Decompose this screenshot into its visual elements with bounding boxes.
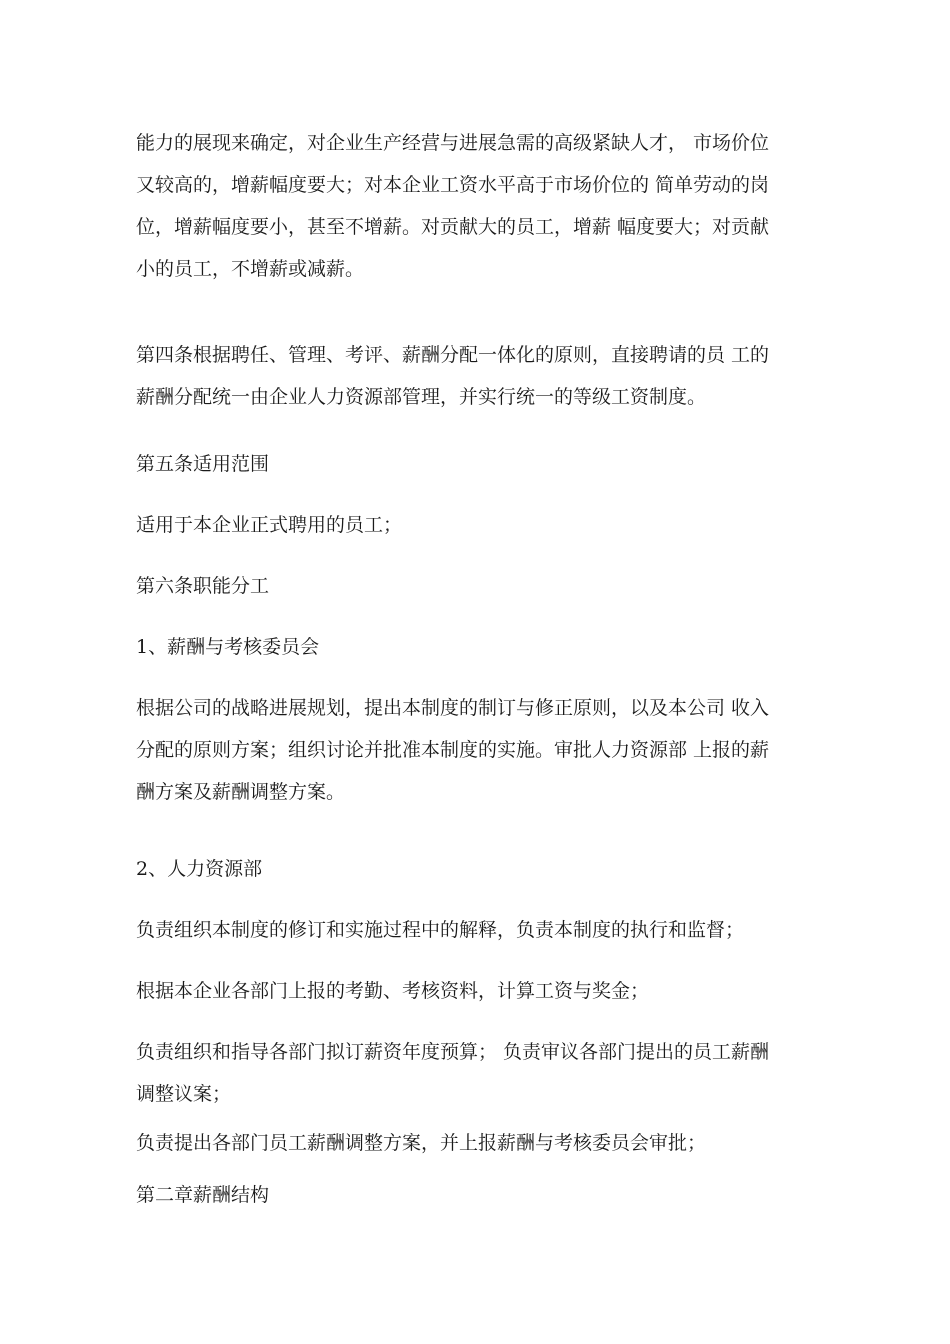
- text-line: 第五条适用范围: [136, 453, 270, 475]
- paragraph-article-4: [136, 334, 836, 418]
- text-line: 第六条职能分工: [136, 575, 270, 597]
- paragraph-scope: [136, 504, 836, 546]
- text-line: 负责组织本制度的修订和实施过程中的解释，负责本制度的执行和监督；: [136, 919, 745, 941]
- paragraph-hr-duty-1: [136, 909, 836, 951]
- heading-committee: [136, 626, 836, 668]
- text-line: 第四条根据聘任、管理、考评、薪酬分配一体化的原则，直接聘请的员 工的: [136, 344, 770, 366]
- heading-hr-department: [136, 848, 836, 890]
- text-line: 负责组织和指导各部门拟订薪资年度预算； 负责审议各部门提出的员工薪酬: [136, 1041, 770, 1063]
- text-line: 负责提出各部门员工薪酬调整方案，并上报薪酬与考核委员会审批；: [136, 1132, 707, 1154]
- paragraph-salary-increase-principle: [136, 122, 836, 290]
- text-line: 位，增薪幅度要小，甚至不增薪。对贡献大的员工，增薪 幅度要大；对贡献: [136, 216, 770, 238]
- paragraph-hr-duty-3: [136, 1031, 836, 1115]
- text-line: 能力的展现来确定，对企业生产经营与进展急需的高级紧缺人才， 市场价位: [136, 132, 770, 154]
- text-line: 分配的原则方案；组织讨论并批准本制度的实施。审批人力资源部 上报的薪: [136, 739, 770, 761]
- paragraph-committee-duties: [136, 687, 836, 813]
- text-line: 1、薪酬与考核委员会: [136, 636, 320, 658]
- text-line: 适用于本企业正式聘用的员工；: [136, 514, 403, 536]
- text-line: 又较高的，增薪幅度要大；对本企业工资水平高于市场价位的 简单劳动的岗: [136, 174, 770, 196]
- paragraph-hr-duty-2: [136, 970, 836, 1012]
- text-line: 根据公司的战略进展规划，提出本制度的制订与修正原则，以及本公司 收入: [136, 697, 770, 719]
- text-line: 酬方案及薪酬调整方案。: [136, 781, 346, 803]
- text-line: 2、人力资源部: [136, 858, 263, 880]
- paragraph-hr-duty-4: [136, 1122, 836, 1164]
- heading-chapter-2: [136, 1174, 836, 1216]
- text-line: 小的员工，不增薪或减薪。: [136, 258, 365, 280]
- heading-article-6: [136, 565, 836, 607]
- text-line: 调整议案；: [136, 1083, 232, 1105]
- text-line: 根据本企业各部门上报的考勤、考核资料，计算工资与奖金；: [136, 980, 650, 1002]
- heading-article-5: [136, 443, 836, 485]
- text-line: 薪酬分配统一由企业人力资源部管理，并实行统一的等级工资制度。: [136, 386, 707, 408]
- text-line: 第二章薪酬结构: [136, 1184, 270, 1206]
